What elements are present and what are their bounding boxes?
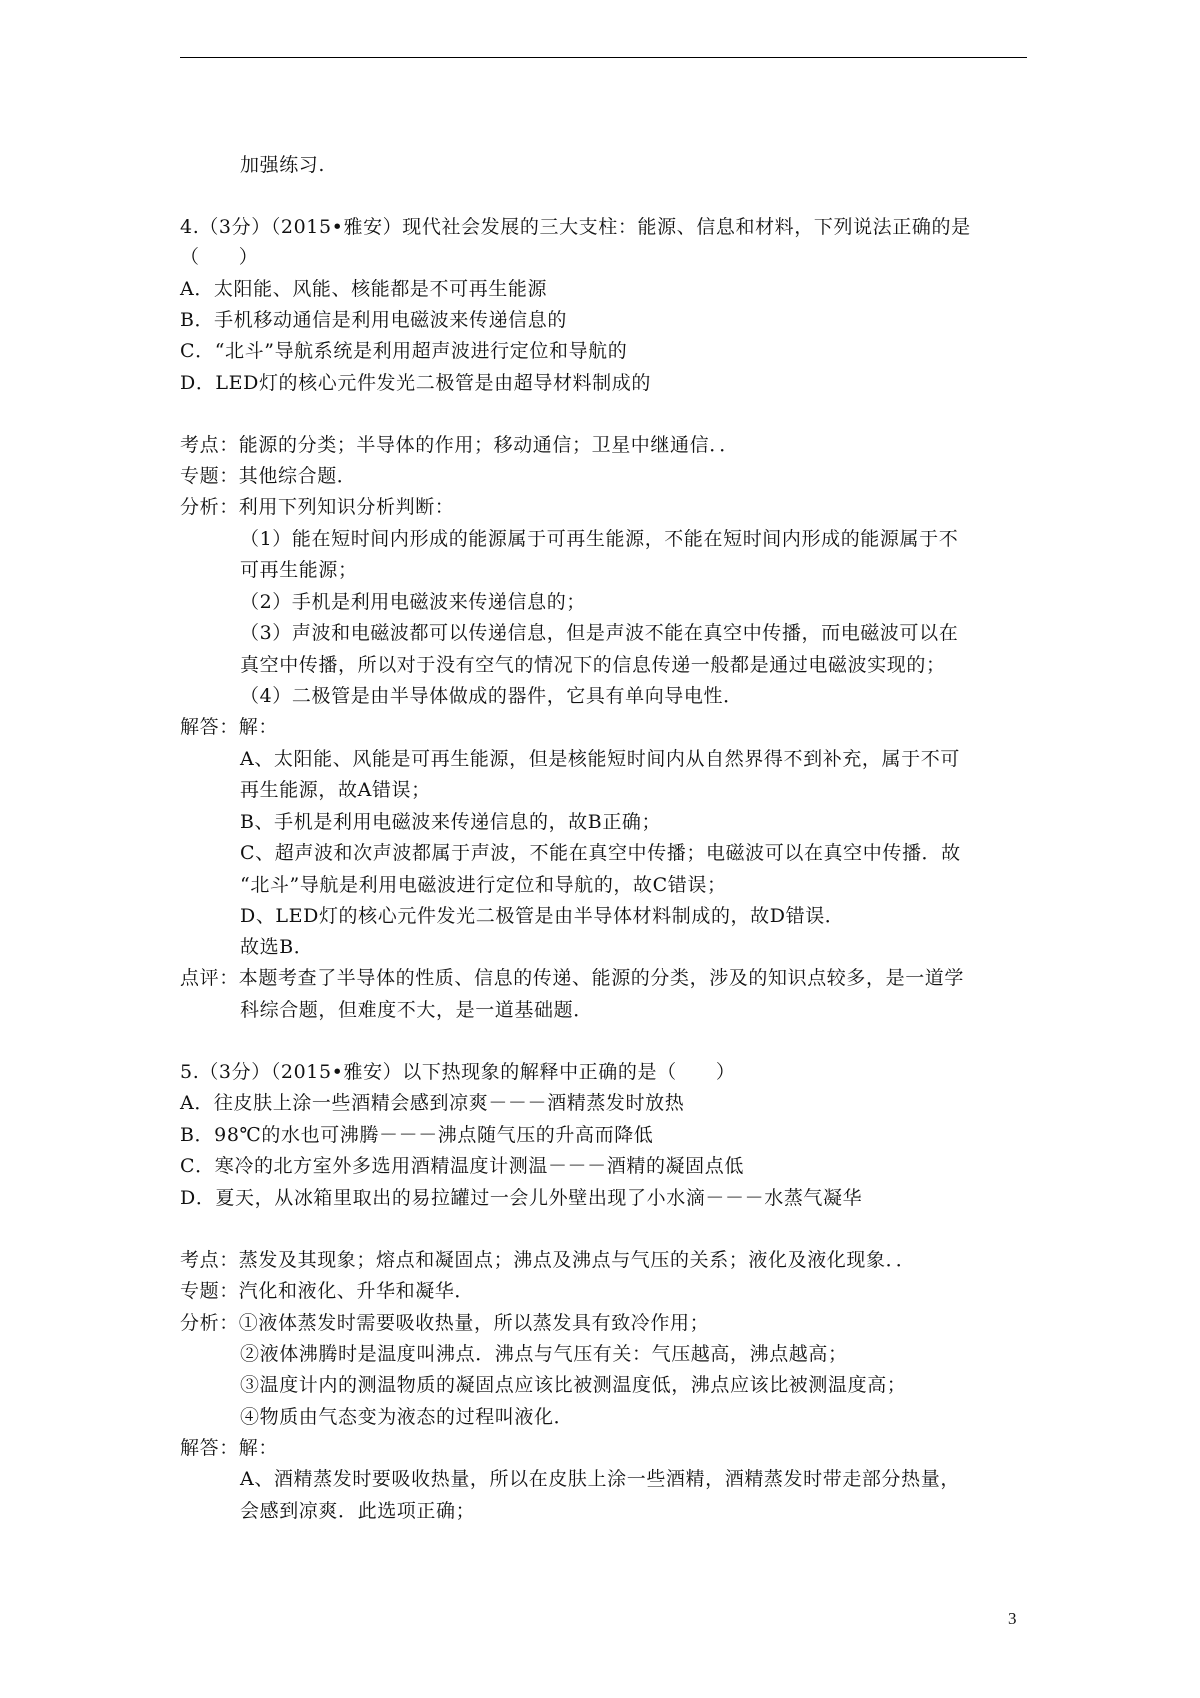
q4-jieda-line: B、手机是利用电磁波来传递信息的，故B正确； [240,811,662,833]
q4-fenxi-line: 可再生能源； [240,559,358,581]
q4-dianping-cont: 科综合题，但难度不大，是一道基础题． [240,999,593,1021]
q4-fenxi-head: 分析：利用下列知识分析判断： [180,496,455,518]
q4-jieda-line: D、LED灯的核心元件发光二极管是由半导体材料制成的，故D错误． [240,905,845,927]
q5-fenxi-head: 分析：①液体蒸发时需要吸收热量，所以蒸发具有致冷作用； [180,1312,710,1334]
q4-option-c: C．“北斗”导航系统是利用超声波进行定位和导航的 [180,340,628,362]
q4-fenxi-line: （1）能在短时间内形成的能源属于可再生能源，不能在短时间内形成的能源属于不 [240,528,959,550]
q4-option-b: B．手机移动通信是利用电磁波来传递信息的 [180,309,567,331]
q5-fenxi-line: ④物质由气态变为液态的过程叫液化． [240,1406,574,1428]
q4-jieda-line: 故选B． [240,936,314,958]
q5-fenxi-line: ③温度计内的测温物质的凝固点应该比被测温度低，沸点应该比被测温度高； [240,1374,907,1396]
q5-option-a: A．往皮肤上涂一些酒精会感到凉爽－－－酒精蒸发时放热 [180,1092,685,1114]
q4-kaodian: 考点：能源的分类；半导体的作用；移动通信；卫星中继通信．． [180,434,739,456]
q4-jieda-head: 解答：解： [180,716,279,738]
q4-jieda-line: “北斗”导航是利用电磁波进行定位和导航的，故C错误； [240,874,727,896]
q5-fenxi-line: ②液体沸腾时是温度叫沸点．沸点与气压有关：气压越高，沸点越高； [240,1343,848,1365]
q5-option-d: D．夏天，从冰箱里取出的易拉罐过一会儿外壁出现了小水滴－－－水蒸气凝华 [180,1187,863,1209]
q4-fenxi-line: （3）声波和电磁波都可以传递信息，但是声波不能在真空中传播，而电磁波可以在 [240,622,959,644]
q4-jieda-line: C、超声波和次声波都属于声波，不能在真空中传播；电磁波可以在真空中传播．故 [240,842,961,864]
q4-stem-line1: 4.（3分）（2015•雅安）现代社会发展的三大支柱：能源、信息和材料，下列说法正确的是 [180,216,971,238]
q4-dianping-head: 点评：本题考查了半导体的性质、信息的传递、能源的分类，涉及的知识点较多，是一道学 [180,967,965,989]
q4-zhuanti: 专题：其他综合题． [180,465,357,487]
q4-stem-line2: （ ） [180,246,259,268]
q5-zhuanti: 专题：汽化和液化、升华和凝华． [180,1280,475,1302]
q4-option-a: A．太阳能、风能、核能都是不可再生能源 [180,278,548,300]
q5-kaodian: 考点：蒸发及其现象；熔点和凝固点；沸点及沸点与气压的关系；液化及液化现象．． [180,1249,916,1271]
q5-stem: 5.（3分）（2015•雅安）以下热现象的解释中正确的是（ ） [180,1061,736,1083]
q5-jieda-head: 解答：解： [180,1437,279,1459]
q4-fenxi-line: 真空中传播，所以对于没有空气的情况下的信息传递一般都是通过电磁波实现的； [240,654,946,676]
header-rule [180,57,1027,58]
intro-tail: 加强练习. [240,154,326,176]
q4-jieda-line: A、太阳能、风能是可再生能源，但是核能短时间内从自然界得不到补充，属于不可 [240,748,960,770]
q4-fenxi-line: （4）二极管是由半导体做成的器件，它具有单向导电性． [240,685,743,707]
q5-option-b: B．98℃的水也可沸腾－－－沸点随气压的升高而降低 [180,1124,654,1146]
page-number: 3 [1008,1609,1017,1628]
q4-option-d: D．LED灯的核心元件发光二极管是由超导材料制成的 [180,372,651,394]
q5-jieda-line: A、酒精蒸发时要吸收热量，所以在皮肤上涂一些酒精，酒精蒸发时带走部分热量， [240,1468,960,1490]
q4-jieda-line: 再生能源，故A错误； [240,779,431,801]
q5-option-c: C．寒冷的北方室外多选用酒精温度计测温－－－酒精的凝固点低 [180,1155,744,1177]
q5-jieda-line: 会感到凉爽．此选项正确； [240,1500,476,1522]
q4-fenxi-line: （2）手机是利用电磁波来传递信息的； [240,591,586,613]
